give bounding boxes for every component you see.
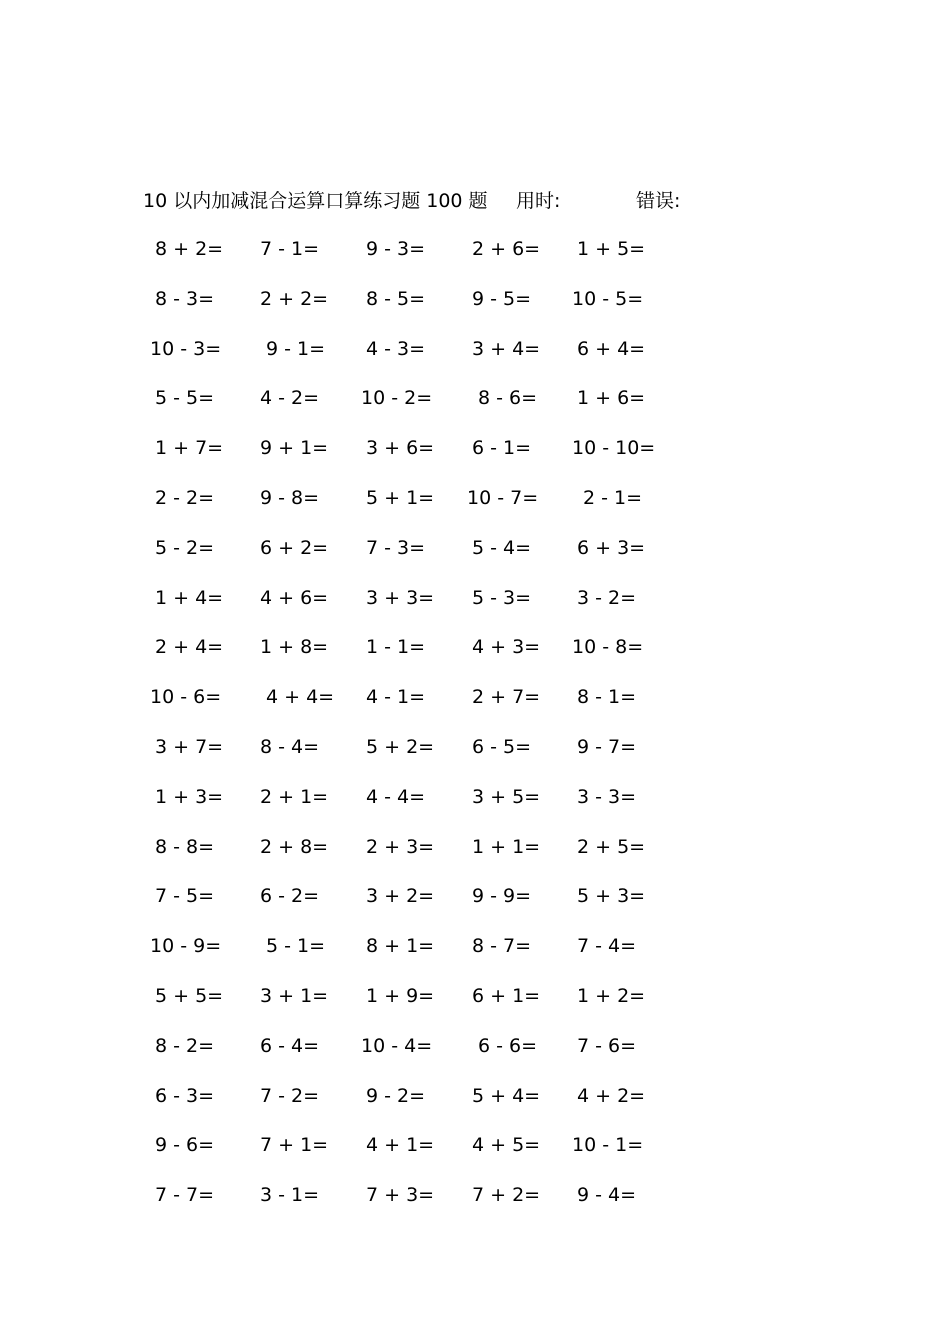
- problem-cell: 1 + 6=: [577, 387, 646, 409]
- problem-cell: 6 - 3=: [155, 1085, 215, 1107]
- problem-cell: 8 - 4=: [260, 736, 320, 758]
- problem-cell: 10 - 5=: [572, 288, 644, 310]
- problem-row: [0, 434, 950, 464]
- problem-cell: 5 + 3=: [577, 885, 646, 907]
- problem-cell: 1 + 5=: [577, 238, 646, 260]
- problem-cell: 9 - 8=: [260, 487, 320, 509]
- problem-row: [0, 982, 950, 1012]
- problem-cell: 9 - 9=: [472, 885, 532, 907]
- problem-row: [0, 882, 950, 912]
- problem-cell: 1 + 7=: [155, 437, 224, 459]
- problem-cell: 4 - 1=: [366, 686, 426, 708]
- problem-cell: 10 - 7=: [467, 487, 539, 509]
- problem-cell: 2 + 4=: [155, 636, 224, 658]
- problem-cell: 9 + 1=: [260, 437, 329, 459]
- problem-row: [0, 335, 950, 365]
- problem-row: [0, 1082, 950, 1112]
- problem-cell: 5 - 4=: [472, 537, 532, 559]
- error-label: 错误:: [636, 190, 681, 212]
- problem-row: [0, 1181, 950, 1211]
- problem-cell: 2 + 2=: [260, 288, 329, 310]
- problem-row: [0, 833, 950, 863]
- problem-row: [0, 683, 950, 713]
- problem-cell: 5 - 3=: [472, 587, 532, 609]
- problem-cell: 1 + 9=: [366, 985, 435, 1007]
- problem-cell: 3 - 2=: [577, 587, 637, 609]
- problem-row: [0, 733, 950, 763]
- problem-cell: 3 + 7=: [155, 736, 224, 758]
- problem-cell: 3 - 3=: [577, 786, 637, 808]
- problem-row: [0, 384, 950, 414]
- problem-cell: 4 - 2=: [260, 387, 320, 409]
- problem-cell: 8 + 1=: [366, 935, 435, 957]
- problem-row: [0, 235, 950, 265]
- problem-row: [0, 633, 950, 663]
- problem-cell: 9 - 5=: [472, 288, 532, 310]
- problem-cell: 8 - 5=: [366, 288, 426, 310]
- problem-cell: 6 - 1=: [472, 437, 532, 459]
- problem-row: [0, 534, 950, 564]
- problem-row: [0, 584, 950, 614]
- problem-cell: 8 - 7=: [472, 935, 532, 957]
- problem-cell: 7 - 7=: [155, 1184, 215, 1206]
- problem-cell: 8 - 3=: [155, 288, 215, 310]
- problem-cell: 4 + 3=: [472, 636, 541, 658]
- problem-cell: 9 - 1=: [266, 338, 326, 360]
- problem-cell: 10 - 4=: [361, 1035, 433, 1057]
- problem-cell: 10 - 2=: [361, 387, 433, 409]
- problem-cell: 10 - 9=: [150, 935, 222, 957]
- problem-cell: 9 - 7=: [577, 736, 637, 758]
- problem-cell: 5 + 1=: [366, 487, 435, 509]
- problem-cell: 5 + 5=: [155, 985, 224, 1007]
- problem-cell: 5 - 2=: [155, 537, 215, 559]
- problem-cell: 2 + 7=: [472, 686, 541, 708]
- problem-cell: 8 - 8=: [155, 836, 215, 858]
- problem-cell: 4 + 1=: [366, 1134, 435, 1156]
- problem-cell: 4 - 3=: [366, 338, 426, 360]
- problem-cell: 6 - 6=: [478, 1035, 538, 1057]
- problem-cell: 8 - 2=: [155, 1035, 215, 1057]
- problem-cell: 7 - 5=: [155, 885, 215, 907]
- problem-cell: 7 + 2=: [472, 1184, 541, 1206]
- problem-cell: 10 - 3=: [150, 338, 222, 360]
- problem-cell: 7 - 1=: [260, 238, 320, 260]
- problem-cell: 6 + 4=: [577, 338, 646, 360]
- problem-cell: 2 + 3=: [366, 836, 435, 858]
- problem-cell: 5 - 1=: [266, 935, 326, 957]
- time-label: 用时:: [516, 190, 561, 212]
- worksheet-title: 10 以内加减混合运算口算练习题 100 题: [143, 190, 488, 212]
- problem-cell: 7 - 6=: [577, 1035, 637, 1057]
- problem-cell: 9 - 6=: [155, 1134, 215, 1156]
- problem-cell: 3 + 5=: [472, 786, 541, 808]
- problem-cell: 6 - 5=: [472, 736, 532, 758]
- problem-cell: 8 - 6=: [478, 387, 538, 409]
- problem-cell: 4 - 4=: [366, 786, 426, 808]
- problem-cell: 6 + 1=: [472, 985, 541, 1007]
- problem-cell: 10 - 10=: [572, 437, 656, 459]
- problem-cell: 6 - 4=: [260, 1035, 320, 1057]
- problem-cell: 3 + 1=: [260, 985, 329, 1007]
- problem-cell: 9 - 3=: [366, 238, 426, 260]
- problem-cell: 10 - 1=: [572, 1134, 644, 1156]
- problem-cell: 2 + 5=: [577, 836, 646, 858]
- problem-cell: 4 + 5=: [472, 1134, 541, 1156]
- problem-cell: 6 + 3=: [577, 537, 646, 559]
- problem-cell: 7 - 2=: [260, 1085, 320, 1107]
- problem-cell: 9 - 4=: [577, 1184, 637, 1206]
- problem-row: [0, 932, 950, 962]
- problem-row: [0, 484, 950, 514]
- problem-cell: 3 + 2=: [366, 885, 435, 907]
- problem-cell: 7 - 3=: [366, 537, 426, 559]
- problem-cell: 7 + 1=: [260, 1134, 329, 1156]
- problem-cell: 1 - 1=: [366, 636, 426, 658]
- problem-row: [0, 1032, 950, 1062]
- problem-row: [0, 1131, 950, 1161]
- problem-cell: 2 + 1=: [260, 786, 329, 808]
- problem-cell: 7 + 3=: [366, 1184, 435, 1206]
- problem-cell: 5 + 2=: [366, 736, 435, 758]
- problem-cell: 10 - 8=: [572, 636, 644, 658]
- problem-cell: 3 + 4=: [472, 338, 541, 360]
- problem-cell: 2 - 2=: [155, 487, 215, 509]
- problem-row: [0, 783, 950, 813]
- problem-cell: 1 + 4=: [155, 587, 224, 609]
- problem-cell: 5 + 4=: [472, 1085, 541, 1107]
- problem-cell: 4 + 6=: [260, 587, 329, 609]
- problem-cell: 6 + 2=: [260, 537, 329, 559]
- problem-cell: 2 + 6=: [472, 238, 541, 260]
- problem-cell: 8 - 1=: [577, 686, 637, 708]
- problem-cell: 1 + 8=: [260, 636, 329, 658]
- problem-cell: 4 + 2=: [577, 1085, 646, 1107]
- problem-cell: 2 + 8=: [260, 836, 329, 858]
- problem-cell: 9 - 2=: [366, 1085, 426, 1107]
- problem-row: [0, 285, 950, 315]
- problem-cell: 10 - 6=: [150, 686, 222, 708]
- problem-cell: 1 + 3=: [155, 786, 224, 808]
- problem-cell: 4 + 4=: [266, 686, 335, 708]
- problem-cell: 1 + 2=: [577, 985, 646, 1007]
- problem-cell: 3 + 3=: [366, 587, 435, 609]
- problem-cell: 7 - 4=: [577, 935, 637, 957]
- problem-cell: 5 - 5=: [155, 387, 215, 409]
- problem-cell: 6 - 2=: [260, 885, 320, 907]
- problem-cell: 3 + 6=: [366, 437, 435, 459]
- problem-cell: 3 - 1=: [260, 1184, 320, 1206]
- problem-cell: 2 - 1=: [583, 487, 643, 509]
- problem-cell: 8 + 2=: [155, 238, 224, 260]
- problem-cell: 1 + 1=: [472, 836, 541, 858]
